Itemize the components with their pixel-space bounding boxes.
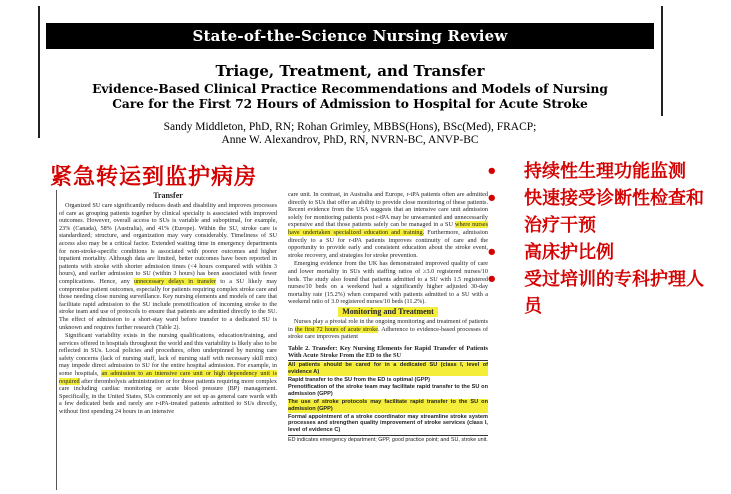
slide-bullet xyxy=(486,239,706,266)
bullet-marker: • xyxy=(486,269,498,290)
section-heading-monitoring: Monitoring and Treatment xyxy=(338,307,438,317)
highlighted-text: an admission to an intensive care unit or high dependency unit is required xyxy=(59,370,277,385)
bullet-text: 持续性生理功能监测 xyxy=(524,161,686,182)
article-title: Triage, Treatment, and Transfer xyxy=(215,62,485,80)
table-row: Formal appointment of a stroke coordinator may streamline stroke system processes and strengthen quality improvement of stroke services (class I, level of evidence C) xyxy=(288,413,488,434)
paper-left-column xyxy=(59,191,277,417)
table-rule xyxy=(288,435,488,436)
bullet-marker: • xyxy=(486,188,498,209)
page-frame-right xyxy=(661,6,663,116)
highlighted-text: where nurses have undertaken specialized education and training. xyxy=(288,221,488,236)
table-row: The use of stroke protocols may facilitate rapid transfer to the SU on admission (GPP) xyxy=(288,399,488,412)
highlighted-text: the first 72 hours of acute stroke xyxy=(294,325,378,333)
slide-heading: 紧急转运到监护病房 xyxy=(50,164,258,190)
article-subtitle xyxy=(46,82,654,112)
table-title: Table 2. Transfer: Key Nursing Elements for Rapid Transfer of Patients With Acute Stroke From the ED to the SU xyxy=(288,344,488,359)
subtitle-line-2: Care for the First 72 Hours of Admission to Hospital for Acute Stroke xyxy=(112,97,588,111)
highlighted-text: unnecessary delays in transfer xyxy=(133,277,217,285)
slide-bullet xyxy=(486,185,706,239)
subtitle-line-1: Evidence-Based Clinical Practice Recommendations and Models of Nursing xyxy=(92,82,608,96)
article-authors xyxy=(46,121,654,146)
slide-bullet-list xyxy=(486,158,706,320)
bullet-text: 高床护比例 xyxy=(524,242,614,263)
paragraph: Significant variability exists in the nursing qualifications, education/training, and services offered in hospitals throughout the world and this variability is likely also to be reflected in SUs. Local policies and procedures, often underpinned by nursing care safety concerns (lack of nursing staff, lack of nursing staff with necessary skill mix) may impede direct admission to SU for the entire hospital admission. For example, in some hospitals, an admission to an intensive care unit or high dependency unit is required after thrombolysis administration or for those patients requiring more complex care including cardiac monitoring or acute blood pressure (BP) management. Specifically, in the United States, SUs commonly are set up as general care wards with a few dedicated beds and rarely are r-tPA-treated patients admitted to SUs directly, without first spending 24 hours in an intensive xyxy=(59,332,277,416)
table-row: All patients should be cared for in a dedicated SU (class I, level of evidence A) xyxy=(288,362,488,375)
journal-banner: State-of-the-Science Nursing Review xyxy=(46,23,654,49)
section-heading-transfer: Transfer xyxy=(153,191,183,200)
bullet-marker: • xyxy=(486,242,498,263)
paragraph: Emerging evidence from the UK has demonstrated improved quality of care and lower mortality in SUs with staffing ratios of ≥3.0 registered nurses/10 beds. The study also found that patients admitted to a SU with 1.5 registered nurses/10 beds on a weekend had a significantly higher adjusted 30-day mortality rate (15.2%) when compared with patients admitted to a SU with a weekend ratio of 3.0 registered nurses/10 beds (11.2%). xyxy=(288,260,488,306)
authors-line-2: Anne W. Alexandrov, PhD, RN, NVRN-BC, ANVP-BC xyxy=(221,133,479,146)
paragraph: Organized SU care significantly reduces death and disability and improves processes of care as grouping patients together by clinical specialty is associated with improved outcomes. However, overall access to SUs is variable and suboptimal, for example, 23% (Canada), 58% (Australia), and 41% (Europe). Within the SU, stroke care is standardized; structure, and organization may vary considerably. Timeliness of SU access also may be a critical factor. Extended waiting time in emergency departments for non-stroke-specific conditions is associated with poorer outcomes and higher inpatient mortality. Although data are limited, better outcomes have been reported in patients with stroke with shorter admission times (<4 hours compared with within 3 hours), and earlier admission to SU (within 3 hours) has been associated with fewer complications. Hence, any unnecessary delays in transfer to a SU likely may compromise patient outcomes, especially for patients requiring complex stroke care and those needing close nursing surveillance. Key nursing elements and models of care that facilitate rapid admission to the SU include prenotification of incoming stroke to the stroke team and use of protocols to ensure that patients are admitted directly to the SU. The effect of admission to a short-stay ward before transfer to a dedicated SU is unknown and requires further research (Table 2). xyxy=(59,202,277,331)
paper-right-column xyxy=(288,191,488,443)
table-footnote: ED indicates emergency department; GPP, good practice point; and SU, stroke unit. xyxy=(288,437,488,444)
bullet-text: 快速接受诊断性检查和治疗干预 xyxy=(524,188,704,236)
table-2 xyxy=(288,345,488,444)
page-frame-left xyxy=(38,6,40,138)
slide-bullet xyxy=(486,158,706,185)
paragraph: care unit. In contrast, in Australia and Europe, r-tPA patients often are admitted directly to SUs that offer an ability to provide close monitoring of these patients. Recent evidence from the USA suggests that an intensive care unit admission solely for monitoring patients post r-tPA may be unwarranted and unnecessarily expensive and that those patients safely can be managed in a SU where nurses have undertaken specialized education and training. Furthermore, admission directly to a SU for r-tPA patients improves continuity of care and the opportunity to provide early and consistent education about the stroke event, stroke recovery, and strategies for stroke prevention. xyxy=(288,191,488,259)
bullet-marker: • xyxy=(486,161,498,182)
paragraph: Nurses play a pivotal role in the ongoing monitoring and treatment of patients in the first 72 hours of acute stroke. Adherence to evidence-based processes of stroke care improves patient xyxy=(288,317,488,341)
slide-bullet xyxy=(486,266,706,320)
table-row: Prenotification of the stroke team may facilitate rapid transfer to the SU on admission (GPP) xyxy=(288,384,488,398)
table-rule xyxy=(288,360,488,361)
bullet-text: 受过培训的专科护理人员 xyxy=(524,269,704,317)
section-heading-wrap xyxy=(288,307,488,318)
authors-line-1: Sandy Middleton, PhD, RN; Rohan Grimley, MBBS(Hons), BSc(Med), FRACP; xyxy=(163,121,537,133)
paper-margin-line xyxy=(56,190,57,490)
table-row: Rapid transfer to the SU from the ED is optimal (GPP) xyxy=(288,376,431,383)
